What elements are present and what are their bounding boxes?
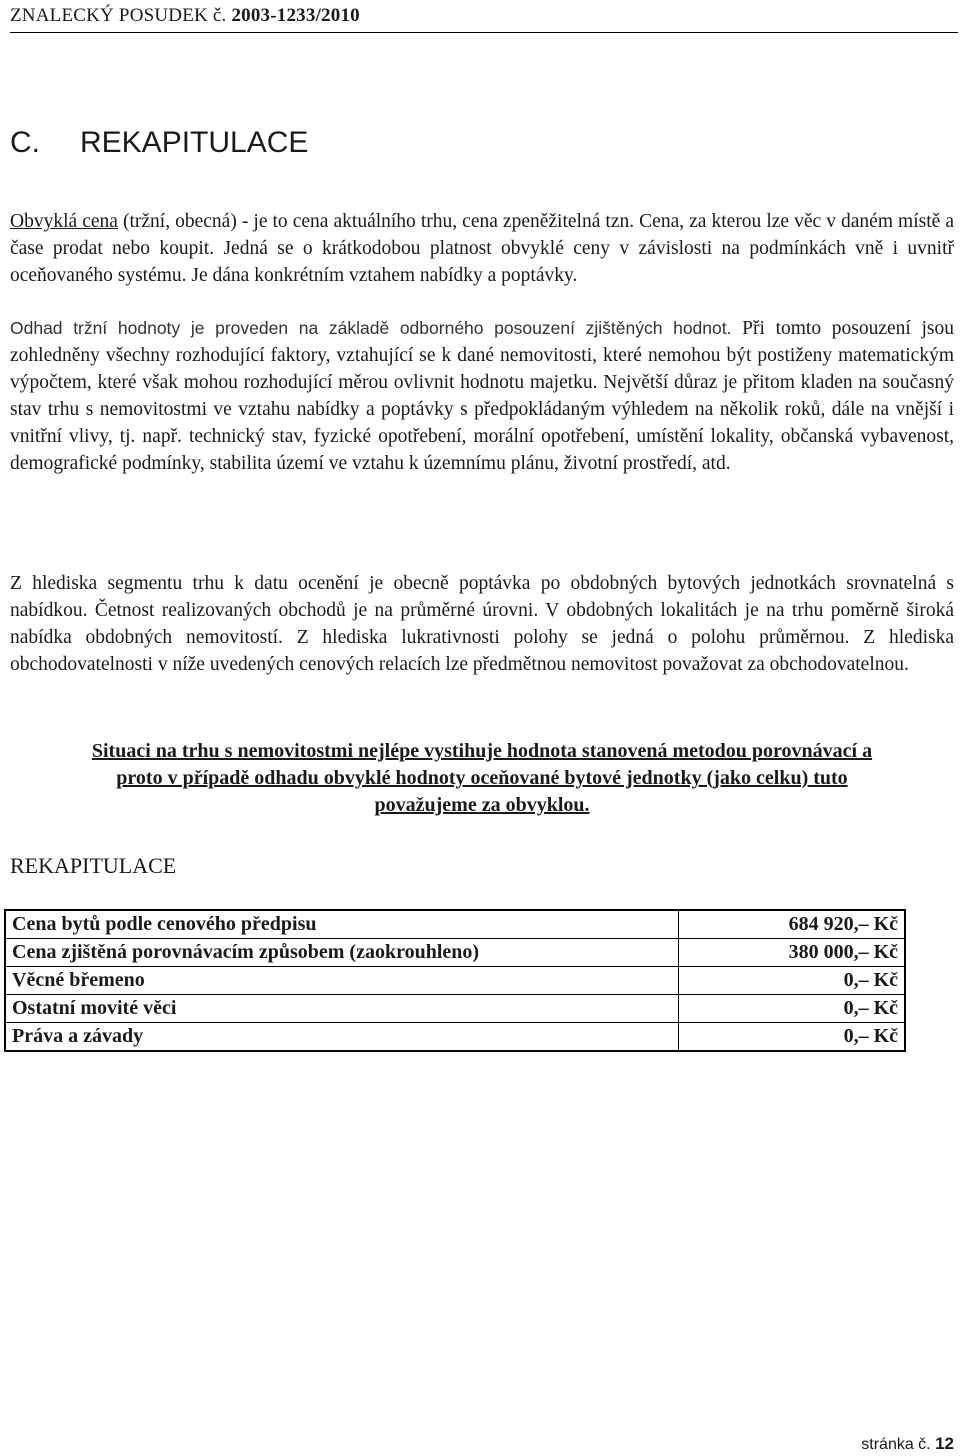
conclusion-line: Situaci na trhu s nemovitostmi nejlépe vystihuje hodnota stanovená metodou porovnávací a — [91, 740, 873, 762]
section-heading — [10, 126, 308, 160]
table-row — [5, 995, 905, 1023]
section-title: REKAPITULACE — [80, 126, 309, 159]
table-row — [5, 967, 905, 995]
row-label: Ostatní movité věci — [5, 995, 679, 1023]
row-label: Cena bytů podle cenového předpisu — [5, 910, 679, 939]
table-row — [5, 1023, 905, 1052]
row-label: Cena zjištěná porovnávacím způsobem (zaokrouhleno) — [5, 939, 679, 967]
conclusion-line: proto v případě odhadu obvyklé hodnoty oceňované bytové jednotky (jako celku) tuto — [116, 767, 848, 789]
row-value: 0,– Kč — [679, 995, 906, 1023]
page-header — [10, 2, 958, 33]
paragraph-term: Obvyklá cena — [10, 211, 118, 232]
page-number: 12 — [935, 1434, 954, 1453]
row-value: 380 000,– Kč — [679, 939, 906, 967]
section-letter: C. — [10, 126, 40, 159]
row-value: 0,– Kč — [679, 1023, 906, 1052]
summary-table — [4, 909, 906, 1052]
paragraph-text: (tržní, obecná) - je to cena aktuálního trhu, cena zpeněžitelná tzn. Cena, za kterou lze věc v daném místě a čase prodat nebo koupit. Jedná se o krátkodobou platnost obvyklé ceny v závislosti na podmínkách vně i uvnitř oceňovaného systému. Je dána konkrétním vztahem nabídky a poptávky. — [10, 211, 954, 286]
header-prefix: ZNALECKÝ POSUDEK č. — [10, 5, 227, 26]
paragraph-segment-trhu: Z hlediska segmentu trhu k datu ocenění je obecně poptávka po obdobných bytových jednotkách srovnatelná s nabídkou. Četnost realizovaných obchodů je na průměrné úrovni. V obdobných lokalitách je na trhu poměrně široká nabídka obdobných nemovitostí. Z hlediska lukrativnosti polohy se jedná o polohu průměrnou. Z hlediska obchodovatelnosti v níže uvedených cenových relacích lze předmětnou nemovitost považovat za obchodovatelnou. — [10, 573, 954, 675]
row-label: Věcné břemeno — [5, 967, 679, 995]
paragraph-text: Při tomto posouzení jsou zohledněny všechny rozhodující faktory, vztahující se k dané nemovitosti, které nemohou být postiženy matematickým výpočtem, které však mohou rozhodující měrou ovlivnit hodnotu majetku. Největší důraz je přitom kladen na současný stav trhu s nemovitostmi ve vztahu nabídky a poptávky s předpokládaným výhledem na několik roků, dále na vnější i vnitřní vlivy, tj. např. technický stav, fyzické opotřebení, morální opotřebení, umístění lokality, občanská vybavenost, demografické podmínky, stabilita území ve vztahu k územnímu plánu, životní prostředí, atd. — [10, 318, 954, 474]
paragraph-obvykla-cena — [10, 208, 954, 289]
row-label: Práva a závady — [5, 1023, 679, 1052]
conclusion-statement — [20, 738, 944, 819]
table-row — [5, 939, 905, 967]
paragraph-odhad — [10, 315, 954, 477]
paragraph-lead-sentence: Odhad tržní hodnoty je proveden na základě odborného posouzení zjištěných hodnot. — [10, 318, 732, 338]
row-value: 684 920,– Kč — [679, 910, 906, 939]
table-row — [5, 910, 905, 939]
header-title — [10, 5, 360, 27]
conclusion-line: považujeme za obvyklou. — [374, 794, 590, 816]
footer-label: stránka č. — [861, 1436, 931, 1453]
header-document-number: 2003-1233/2010 — [231, 5, 360, 26]
page-footer — [861, 1434, 954, 1454]
row-value: 0,– Kč — [679, 967, 906, 995]
rekapitulace-heading: REKAPITULACE — [10, 853, 177, 878]
